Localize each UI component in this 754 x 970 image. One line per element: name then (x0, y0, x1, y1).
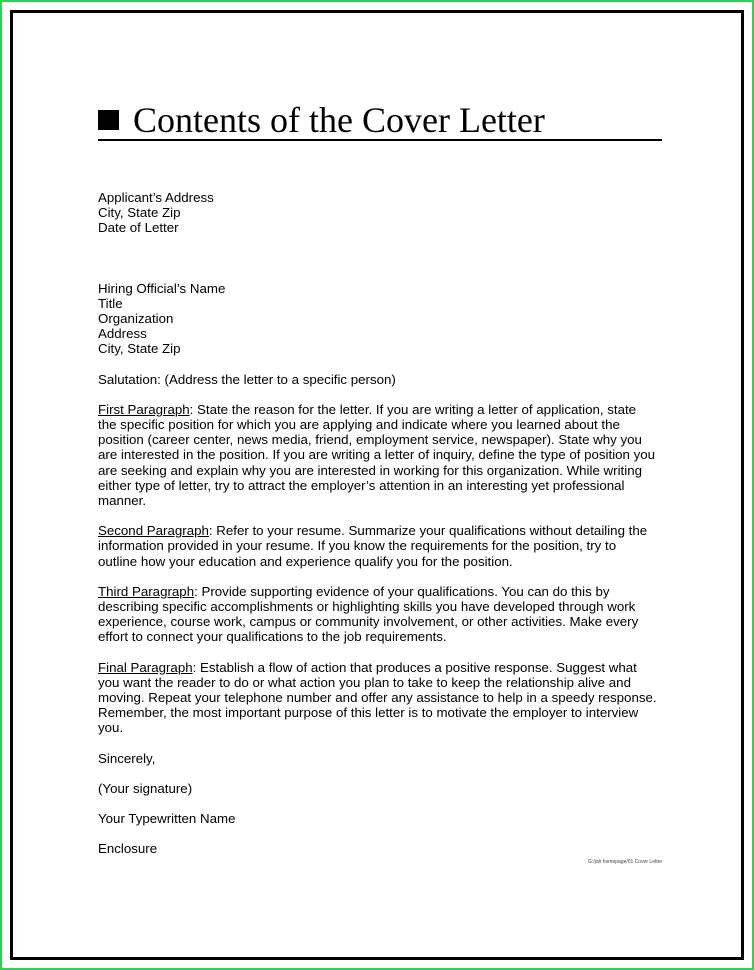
first-paragraph (98, 402, 658, 508)
heading-divider (98, 139, 662, 141)
paragraph-text: : Establish a flow of action that produces a positive response. Suggest what you want the reader to do or what action you plan to take to keep the relationship alive and moving. Repeat your telephone number and offer any assistance to help in a speedy response. Remember, the most important purpose of this letter is to motivate the employer to interview you. (98, 659, 657, 736)
signature-placeholder: (Your signature) (98, 780, 193, 796)
applicant-city-state-zip: City, State Zip (98, 205, 181, 221)
paragraph-text: : State the reason for the letter. If you are writing a letter of application, state the specific position for which you are applying and indicate where you learned about the position (career center, news media, friend, employment service, newspaper). State why you are interested in the position. If you are writing a letter of inquiry, define the type of position you are seeking and explain why you are interested in working for this organization. While writing either type of letter, try to attract the employer’s attention in an interesting yet professional manner. (98, 401, 656, 509)
paragraph-text: : Refer to your resume. Summarize your qualifications without detailing the information provided in your resume. If you know the requirements for the position, try to outline how your education and experience qualify you for the position. (98, 523, 648, 569)
paragraph-label: Third Paragraph (98, 583, 195, 599)
final-paragraph (98, 660, 658, 736)
recipient-organization: Organization (98, 311, 174, 327)
hiring-official-name: Hiring Official’s Name (98, 280, 226, 296)
square-bullet-icon (98, 110, 119, 130)
recipient-title: Title (98, 295, 123, 311)
paragraph-text: : Provide supporting evidence of your qualifications. You can do this by describing specific accomplishments or highlighting skills you have developed through work experience, course work, campus or community involvement, or other activities. Make every effort to connect your qualifications to the job requirements. (98, 583, 639, 645)
salutation: Salutation: (Address the letter to a specific person) (98, 371, 396, 387)
footer-file-reference: G:/job homepage/01 Cover Letter (588, 859, 663, 865)
paragraph-label: Second Paragraph (98, 523, 209, 539)
paragraph-label: Final Paragraph (98, 659, 193, 675)
letter-body (98, 190, 658, 857)
page-heading (98, 98, 662, 142)
third-paragraph (98, 584, 658, 645)
recipient-city-state-zip: City, State Zip (98, 341, 181, 357)
closing-sincerely: Sincerely, (98, 750, 156, 766)
page-title: Contents of the Cover Letter (133, 100, 545, 140)
applicant-address: Applicant’s Address (98, 190, 214, 205)
enclosure: Enclosure (98, 841, 158, 857)
applicant-block (98, 190, 658, 236)
second-paragraph (98, 523, 658, 569)
letter-date: Date of Letter (98, 220, 179, 236)
recipient-block (98, 281, 658, 357)
recipient-address: Address (98, 326, 147, 342)
paragraph-label: First Paragraph (98, 401, 190, 417)
typed-name: Your Typewritten Name (98, 811, 236, 827)
